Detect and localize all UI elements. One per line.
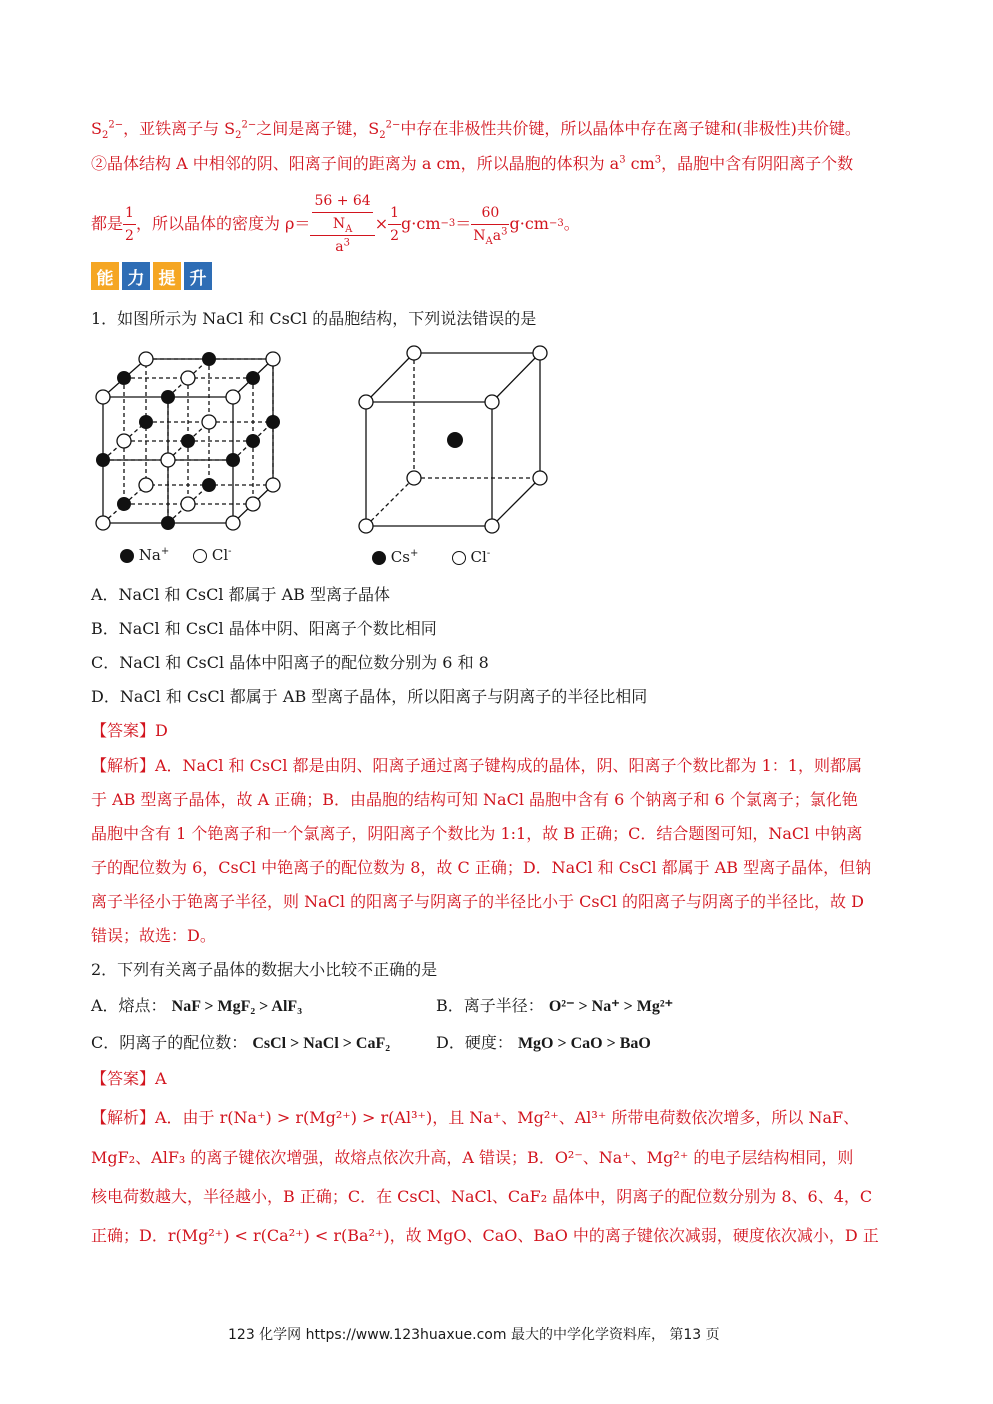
frac-num-b: 1 — [388, 202, 401, 225]
open-circle-icon — [193, 549, 207, 563]
frac-density-num — [310, 190, 374, 236]
q2-explanation-4: 正确；D．r(Mg²⁺) < r(Ca²⁺) < r(Ba²⁺)，故 MgO、CaO、BaO 中的离子键依次减弱，硬度依次减小，D 正 — [91, 1226, 879, 1245]
legend-cl: Cl — [211, 546, 229, 564]
q2-b-label: B．离子半径： — [436, 996, 544, 1015]
unit-2: g·cm — [509, 214, 549, 233]
q1-explanation-3: 晶胞中含有 1 个铯离子和一个氯离子，阴阳离子个数比为 1:1，故 B 正确；C．结合题图可知，NaCl 中钠离 — [91, 824, 863, 843]
frac-den: 2 — [125, 227, 134, 244]
q1-explanation-4: 子的配位数为 6，CsCl 中铯离子的配位数为 8，故 C 正确；D．NaCl 和 CsCl 都属于 AB 型离子晶体，但钠 — [91, 858, 872, 877]
filled-circle-icon — [120, 549, 134, 563]
frac-num: 1 — [123, 202, 136, 225]
sulfide-symbol: S — [91, 119, 102, 138]
density-formula: 都是 $\frac{1}{2}$ ，所以晶体的密度为 ρ＝ $\frac{\frac{56 + 64}{N_A}}{a^3}$ × $\frac{1}{2}$ g·cm −3 ＝ $\frac{60}{N_Aa^3}$ g·cm −3 。 — [91, 190, 580, 258]
nacl-unit-cell-diagram — [88, 345, 288, 540]
q1-option-a: A．NaCl 和 CsCl 都属于 AB 型离子晶体 — [91, 585, 391, 604]
fraction-one-half-a — [123, 202, 136, 247]
q1-explanation-2: 于 AB 型离子晶体，故 A 正确；B．由晶胞的结构可知 NaCl 晶胞中含有 6 个钠离子和 6 个氯离子；氯化铯 — [91, 790, 858, 809]
filled-circle-icon — [372, 551, 386, 565]
q1-explanation-1: 【解析】A．NaCl 和 CsCl 都是由阴、阳离子通过离子键构成的晶体，阴、阳离子个数比都为 1：1，则都属 — [91, 756, 862, 775]
q1-option-d: D．NaCl 和 CsCl 都属于 AB 型离子晶体，所以阳离子与阴离子的半径比相同 — [91, 687, 648, 706]
q2-d-expr: MgO > CaO > BaO — [517, 1035, 651, 1052]
density-text-b: ，所以晶体的密度为 ρ＝ — [135, 214, 311, 233]
q2-option-b — [436, 995, 673, 1018]
open-circle-icon — [452, 551, 466, 565]
top-line-1: $S_2^{2-}$，亚铁离子与 $S_2^{2-}$之间是离子键，$S_2^{2-}$中存在非极性共价键，所以晶体中存在离子键和(非极性)共价键。 — [91, 119, 861, 142]
q2-explanation-1: 【解析】A．由于 r(Na⁺) > r(Mg²⁺) > r(Al³⁺)，且 Na⁺、Mg²⁺、Al³⁺ 所带电荷数依次增多，所以 NaF、 — [91, 1108, 860, 1127]
top-line-1-text-a: ，亚铁离子与 S — [123, 119, 236, 138]
frac-inner-num: 56 + 64 — [312, 190, 372, 213]
badge-char-3: 提 — [153, 262, 181, 290]
fraction-one-half-b — [388, 202, 401, 247]
q1-option-c: C．NaCl 和 CsCl 晶体中阳离子的配位数分别为 6 和 8 — [91, 653, 489, 672]
fraction-result — [471, 202, 509, 247]
q2-d-label: D．硬度： — [436, 1033, 513, 1052]
top-line-2-text-c: ，晶胞中含有阴阳离子个数 — [661, 154, 854, 173]
cscl-unit-cell-diagram — [352, 340, 552, 540]
q2-explanation-3: 核电荷数越大，半径越小，B 正确；C．在 CsCl、NaCl、CaF₂ 晶体中，阴离子的配位数分别为 8、6、4，C — [91, 1187, 873, 1206]
badge-char-4: 升 — [184, 262, 212, 290]
section-badge — [91, 262, 212, 290]
q1-answer: 【答案】D — [91, 721, 168, 740]
q1-stem: 1．如图所示为 NaCl 和 CsCl 的晶胞结构，下列说法错误的是 — [91, 309, 537, 328]
density-text-a: 都是 — [91, 214, 124, 233]
q2-c-expr: CsCl > NaCl > CaF₂ — [252, 1035, 391, 1052]
top-line-1-text-c: 中存在非极性共价键，所以晶体中存在离子键和(非极性)共价键。 — [400, 119, 861, 138]
equals: ＝ — [455, 214, 472, 233]
q1-explanation-6: 错误；故选：D。 — [91, 926, 216, 945]
top-line-1-text-b: 之间是离子键，S — [256, 119, 380, 138]
q2-explanation-2: MgF₂、AlF₃ 的离子键依次增强，故熔点依次升高，A 错误；B．O²⁻、Na⁺、Mg²⁺ 的电子层结构相同，则 — [91, 1148, 854, 1167]
q2-a-label: A．熔点： — [91, 996, 167, 1015]
legend-na: Na — [138, 546, 161, 564]
top-line-2: ②晶体结构 A 中相邻的阴、阳离子间的距离为 a cm，所以晶胞的体积为 $a^3$ $cm^3$，晶胞中含有阴阳离子个数 — [91, 154, 854, 173]
q1-explanation-5: 离子半径小于铯离子半径，则 NaCl 的阳离子与阴离子的半径比小于 CsCl 的阳离子与阴离子的半径比，故 D — [91, 892, 864, 911]
unit-1: g·cm — [401, 214, 441, 233]
legend-cs: Cs — [390, 548, 410, 566]
top-line-2-text-a: ②晶体结构 A 中相邻的阴、阳离子间的距离为 a cm，所以晶胞的体积为 a — [91, 154, 620, 173]
legend-cl-2: Cl — [470, 548, 487, 566]
q1-option-b: B．NaCl 和 CsCl 晶体中阴、阳离子个数比相同 — [91, 619, 437, 638]
q2-b-expr: O²⁻ > Na⁺ > Mg²⁺ — [548, 998, 674, 1015]
q2-answer: 【答案】A — [91, 1069, 167, 1088]
q2-option-a — [91, 995, 302, 1018]
nacl-legend: Na+ Cl- — [120, 546, 232, 564]
page-footer: 123 化学网 https://www.123huaxue.com 最大的中学化学资料库， 第13 页 — [228, 1327, 720, 1343]
frac-inner — [312, 190, 372, 235]
frac-result-num: 60 — [471, 202, 509, 225]
q2-c-label: C．阴离子的配位数： — [91, 1033, 248, 1052]
frac-den-b: 2 — [390, 227, 400, 244]
times-sign: × — [374, 214, 389, 233]
badge-char-2: 力 — [122, 262, 150, 290]
q2-stem: 2．下列有关离子晶体的数据大小比较不正确的是 — [91, 960, 438, 979]
q2-option-d — [436, 1032, 651, 1055]
q2-option-c — [91, 1032, 390, 1055]
q2-a-expr: NaF > MgF₂ > AlF₃ — [171, 998, 302, 1015]
frac-result-den: $N_Aa^3$ — [473, 225, 508, 247]
top-line-2-text-b: cm — [625, 154, 655, 173]
end-mark: 。 — [563, 214, 580, 233]
cscl-legend: Cs+ Cl- — [372, 548, 490, 566]
frac-inner-den: $N_A$ — [332, 216, 353, 235]
badge-char-1: 能 — [91, 262, 119, 290]
frac-density-den: $a^3$ — [335, 237, 350, 255]
fraction-density — [310, 190, 374, 258]
